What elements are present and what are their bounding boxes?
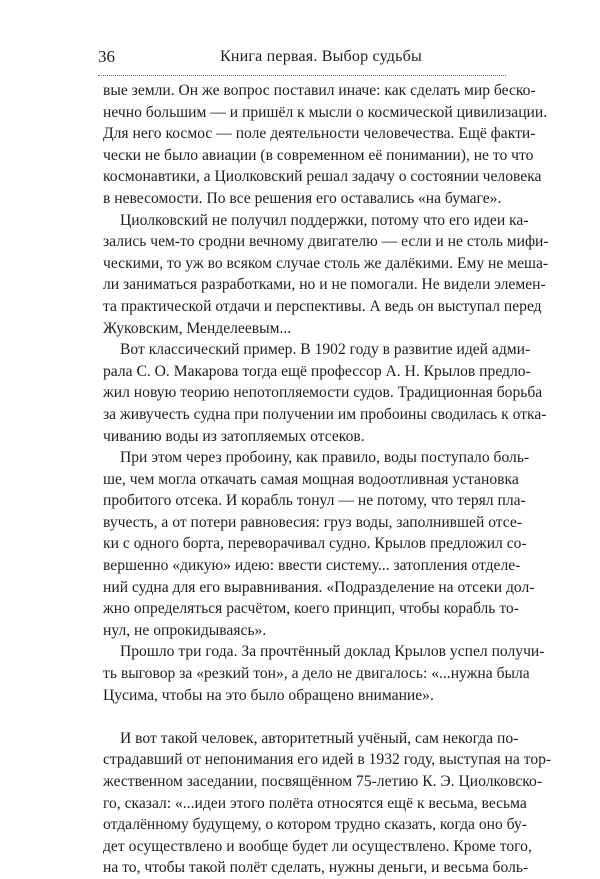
text-line: отдалённому будущему, о котором трудно сказать, когда оно бу-: [103, 816, 527, 834]
text-line: ний судна для его выравнивания. «Подразделение на отсеки дол-: [103, 578, 535, 596]
text-line: космонавтики, а Циолковский решал задачу о состоянии человека: [103, 168, 542, 186]
text-line: жил новую теорию непотопляемости судов. Традиционная борьба: [103, 384, 543, 402]
text-line: рала С. О. Макарова тогда ещё профессор А. Н. Крылов предло-: [103, 362, 531, 380]
text-line: ли заниматься разработками, но и не помогали. Не видели элемен-: [103, 276, 546, 294]
text-line: Жуковским, Менделеевым...: [103, 319, 292, 337]
text-line: дет осуществлено и вообще будет ли осуществлено. Кроме того,: [103, 837, 532, 855]
text-line: Для него космос — поле деятельности человечества. Ещё факти-: [103, 125, 536, 143]
text-line: И вот такой человек, авторитетный учёный, сам некогда по-: [120, 729, 519, 747]
page-header: [98, 47, 506, 71]
text-line: Циолковский не получил поддержки, потому что его идеи ка-: [120, 211, 529, 229]
text-line: чиванию воды из затопляемых отсеков.: [103, 427, 365, 445]
header-divider: [98, 75, 506, 76]
text-line: за живучесть судна при получении им пробоины сводилась к отка-: [103, 405, 547, 423]
text-line: жественном заседании, посвящённом 75-летию К. Э. Циолковско-: [103, 773, 543, 790]
text-line: нечно большим — и пришёл к мысли о космической цивилизации.: [103, 103, 548, 121]
text-line: в невесомости. По все решения его оставались «на бумаге».: [103, 189, 502, 207]
text-line: ше, чем могла откачать самая мощная водоотливная установка: [103, 470, 519, 488]
text-line: ки с одного борта, переворачивал судно. Крылов предложил со-: [103, 535, 527, 553]
text-line: пробитого отсека. И корабль тонул — не потому, что терял пла-: [103, 492, 526, 510]
text-line: вучесть, а от потери равновесия: груз воды, заполнившей отсе-: [103, 513, 523, 531]
running-title: Книга первая. Выбор судьбы: [220, 48, 422, 65]
text-line: страдавший от непонимания его идей в 1932 году, выступая на тор-: [103, 751, 552, 769]
text-line: При этом через пробоину, как правило, воды поступало боль-: [120, 449, 530, 467]
section-gap: [103, 706, 503, 728]
text-line: нул, не опрокидываясь».: [103, 621, 267, 639]
text-line: ческими, то уж во всяком случае столь же далёкими. Ему не меша-: [103, 254, 549, 272]
text-line: на то, чтобы такой полёт сделать, нужны деньги, и весьма боль-: [103, 859, 529, 877]
text-line: зались чем-то сродни вечному двигателю — если и не столь мифи-: [103, 233, 549, 251]
text-line: вершенно «дикую» идею: ввести систему... затопления отделе-: [103, 557, 521, 575]
text-line: Прошло три года. За прочтённый доклад Крылов успел получи-: [120, 643, 545, 661]
text-line: та практической отдачи и перспективы. А ведь он выступал перед: [103, 297, 542, 315]
text-line: ть выговор за «резкий тон», а дело не двигалось: «...нужна была: [103, 665, 530, 683]
text-line: Цусима, чтобы на это было обращено внимание».: [103, 686, 434, 704]
text-line: жно определяться расчётом, коего принцип, чтобы корабль то-: [103, 600, 519, 618]
text-line: чески не было авиации (в современном её понимании), не то что: [103, 146, 534, 164]
body-text: [103, 80, 552, 879]
page-number: 36: [98, 47, 115, 66]
text-line: го, сказал: «...идеи этого полёта относятся ещё к весьма, весьма: [103, 794, 527, 812]
text-line: вые земли. Он же вопрос поставил иначе: как сделать мир беско-: [103, 82, 536, 99]
text-line: Вот классический пример. В 1902 году в развитие идей адми-: [120, 341, 531, 359]
